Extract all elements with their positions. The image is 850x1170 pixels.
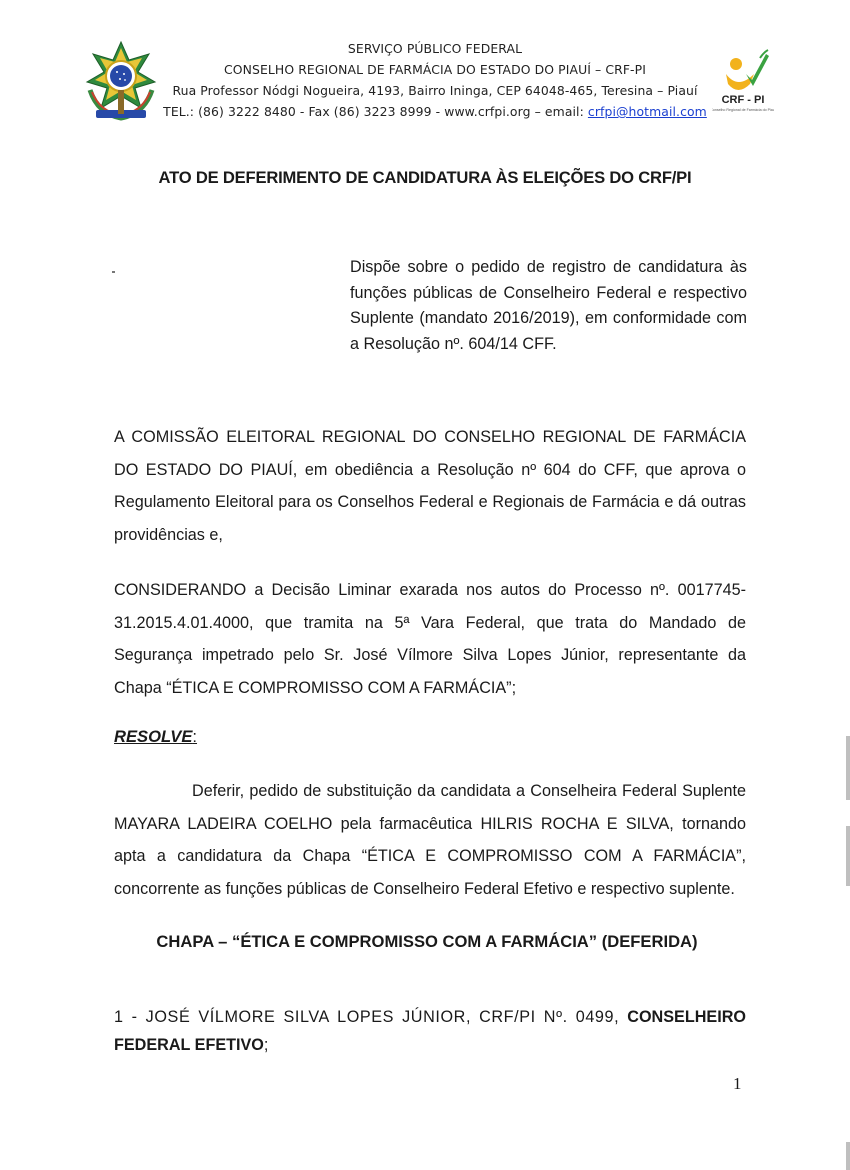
decision-text: Deferir, pedido de substituição da candidata a Conselheira Federal Suplente MAYARA LADEIRA COELHO pela farmacêutica HILRIS ROCHA E SILVA, tornando apta a candidatura da Chapa “ÉTICA E COMPROMISSO COM A FARMÁCIA”, concorrente as funções públicas de Conselheiro Federal Efetivo e respectivo suplente. [114, 782, 746, 898]
candidate-item-1 [114, 1003, 746, 1059]
letterhead-line-address: Rua Professor Nódgi Nogueira, 4193, Bairro Ininga, CEP 64048-465, Teresina – Piauí [172, 83, 698, 98]
logo-text: CRF - PI [721, 94, 765, 106]
chapa-heading: CHAPA – “ÉTICA E COMPROMISSO COM A FARMÁCIA” (DEFERIDA) [156, 932, 698, 951]
ementa-summary: Dispõe sobre o pedido de registro de candidatura às funções públicas de Conselheiro Federal e respectivo Suplente (mandato 2016/2019), em conformidade com a Resolução nº. 604/14 CFF. [350, 258, 747, 353]
resolve-heading [114, 727, 197, 747]
letterhead-line-contact [140, 101, 730, 122]
paragraph-decision [114, 775, 746, 905]
email-link[interactable]: crfpi@hotmail.com [587, 104, 707, 119]
page-number: 1 [733, 1074, 742, 1093]
letterhead-line-service: SERVIÇO PÚBLICO FEDERAL [347, 41, 523, 56]
candidate-item-end: ; [263, 1036, 270, 1054]
scan-edge-mark [846, 1142, 850, 1170]
letterhead-line-council: CONSELHO REGIONAL DE FARMÁCIA DO ESTADO DO PIAUÍ – CRF-PI [224, 62, 646, 77]
paragraph-commission: A COMISSÃO ELEITORAL REGIONAL DO CONSELHO REGIONAL DE FARMÁCIA DO ESTADO DO PIAUÍ, em obediência a Resolução nº 604 do CFF, que aprova o Regulamento Eleitoral para os Conselhos Federal e Regionais de Farmácia e dá outras providências e, [114, 428, 746, 544]
resolve-label: RESOLVE [114, 727, 193, 746]
candidate-item-text: 1 - JOSÉ VÍLMORE SILVA LOPES JÚNIOR, CRF/PI Nº. 0499, [114, 1008, 628, 1026]
letterhead [140, 38, 730, 122]
resolve-colon: : [192, 727, 198, 746]
document-title: ATO DE DEFERIMENTO DE CANDIDATURA ÀS ELEIÇÕES DO CRF/PI [158, 168, 692, 187]
crf-pi-logo [712, 44, 774, 124]
scan-edge-mark [846, 826, 850, 886]
scan-edge-mark [846, 736, 850, 800]
scan-speck [112, 271, 115, 273]
contact-text: TEL.: (86) 3222 8480 - Fax (86) 3223 8999 - www.crfpi.org – email: [163, 104, 588, 119]
candidate-item-role: CONSELHEIRO FEDERAL EFETIVO [114, 1008, 746, 1054]
logo-small-text: Conselho Regional de Farmácia do Piauí [712, 108, 774, 112]
paragraph-considering: CONSIDERANDO a Decisão Liminar exarada nos autos do Processo nº. 0017745-31.2015.4.01.4000, que tramita na 5ª Vara Federal, que trata do Mandado de Segurança impetrado pelo Sr. José Vílmore Silva Lopes Júnior, representante da Chapa “ÉTICA E COMPROMISSO COM A FARMÁCIA”; [114, 581, 746, 697]
